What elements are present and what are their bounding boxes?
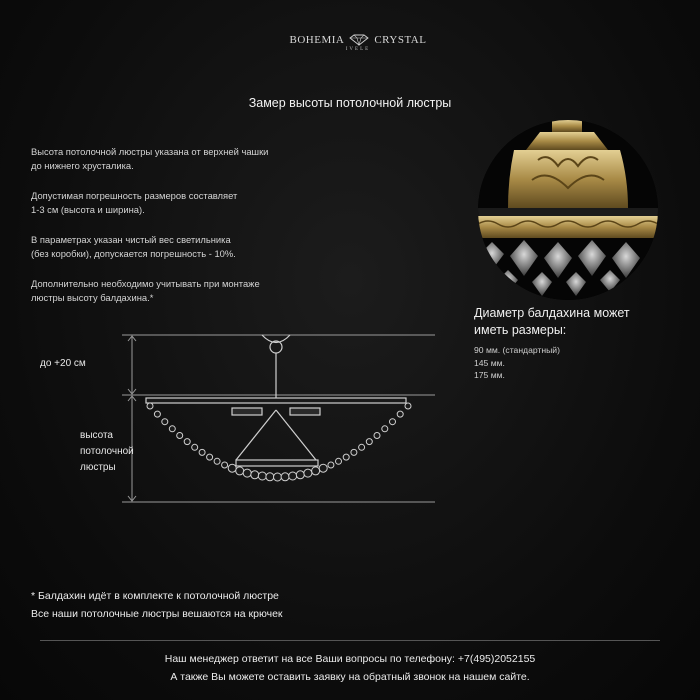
contact-info: Наш менеджер ответит на все Ваши вопросы по телефону: +7(495)2052155 А также Вы можете оставить заявку на обратный звонок на нашем сайте. — [164, 653, 536, 683]
crystal-bead — [390, 419, 396, 425]
crystal-bead — [366, 439, 372, 445]
canopy-allowance-label: до +20 см — [40, 358, 86, 369]
crystal-bead — [228, 464, 236, 472]
crystal-bead — [207, 454, 213, 460]
crystal-bead — [222, 462, 228, 468]
crystal-bead — [296, 471, 304, 479]
crystal-bead — [336, 458, 342, 464]
logo-left-word: BOHEMIA — [289, 34, 345, 46]
crystal-bead — [258, 472, 266, 480]
crystal-bead — [359, 444, 365, 450]
crystal-bead — [251, 471, 259, 479]
crystal-bead — [184, 439, 190, 445]
crystal-bead — [154, 411, 160, 417]
crystal-bead — [162, 419, 168, 425]
diameter-item: 90 мм. (стандартный) — [474, 345, 560, 355]
paragraph-height: Высота потолочной люстры указана от верхней чашки до нижнего хрусталика. — [31, 146, 269, 171]
crystal-bead — [177, 433, 183, 439]
crystal-bead — [236, 467, 244, 475]
diameter-item: 175 мм. — [474, 370, 505, 380]
logo-right-word: CRYSTAL — [374, 34, 427, 46]
crystal-bead — [169, 426, 175, 432]
crystal-bead — [192, 444, 198, 450]
paragraph-canopy: Дополнительно необходимо учитывать при монтаже люстры высоту балдахина.* — [31, 278, 260, 303]
crystal-bead — [382, 426, 388, 432]
crystal-bead — [274, 473, 282, 481]
footnote: * Балдахин идёт в комплекте к потолочной люстре Все наши потолочные люстры вешаются на крючек — [31, 590, 283, 620]
crystal-bead — [304, 469, 312, 477]
canopy-diameter-title: Диаметр балдахина может иметь размеры: — [474, 306, 630, 337]
crystal-bead — [312, 467, 320, 475]
crystal-bead — [147, 403, 153, 409]
crystal-bead — [328, 462, 334, 468]
diameter-item: 145 мм. — [474, 357, 505, 368]
crystal-bead — [343, 454, 349, 460]
crystal-bead — [266, 473, 274, 481]
divider — [40, 640, 660, 641]
crystal-bead — [319, 464, 327, 472]
crystal-bead — [351, 449, 357, 455]
crystal-bead — [214, 458, 220, 464]
logo-sub: IVELE — [345, 47, 371, 52]
crystal-bead — [405, 403, 411, 409]
crystal-bead — [374, 433, 380, 439]
page-title: Замер высоты потолочной люстры — [248, 96, 452, 110]
crystal-bead — [289, 472, 297, 480]
paragraph-tolerance: Допустимая погрешность размеров составляет 1-3 см (высота и ширина). — [31, 190, 238, 215]
crystal-bead — [397, 411, 403, 417]
chandelier-height-label: высота потолочной люстры — [80, 430, 134, 473]
crystal-bead — [243, 469, 251, 477]
paragraph-weight: В параметрах указан чистый вес светильника (без коробки), допускается погрешность - 10%. — [31, 234, 236, 259]
crystal-bead — [199, 449, 205, 455]
crystal-bead — [281, 473, 289, 481]
